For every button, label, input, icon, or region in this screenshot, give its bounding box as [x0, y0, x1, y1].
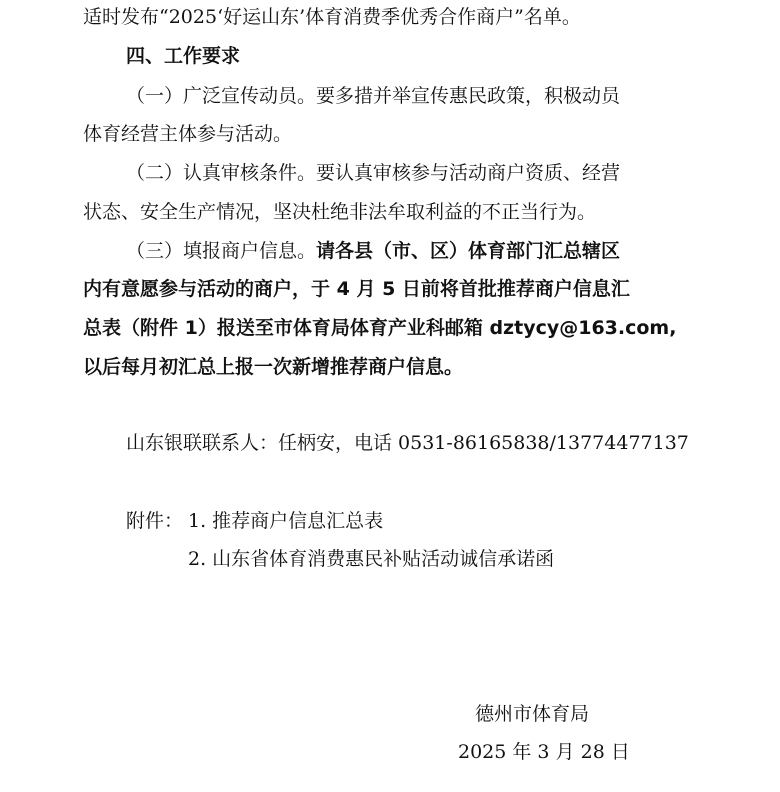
item3-line3: 总表（附件 1）报送至市体育局体育产业科邮箱 dztycy@163.com,: [83, 317, 677, 339]
item3-line4: 以后每月初汇总上报一次新增推荐商户信息。: [83, 356, 464, 378]
paragraph-continuation: 适时发布“2025‘好运山东’体育消费季优秀合作商户”名单。: [83, 6, 581, 28]
item3-lead: （三）填报商户信息。: [126, 240, 317, 262]
item1-line2: 体育经营主体参与活动。: [83, 123, 293, 145]
item1-line1: （一）广泛宣传动员。要多措并举宣传惠民政策，积极动员: [126, 85, 621, 107]
item3-line2: 内有意愿参与活动的商户，于 4 月 5 日前将首批推荐商户信息汇: [83, 278, 630, 300]
attachments-label: 附件：: [126, 510, 184, 532]
signature-date: 2025 年 3 月 28 日: [458, 741, 630, 763]
attachment-item-1: 1. 推荐商户信息汇总表: [188, 510, 384, 532]
item3-bold-text: 请各县（市、区）体育部门汇总辖区: [316, 240, 621, 262]
item3-line1: [126, 239, 620, 263]
item2-line2: 状态、安全生产情况，坚决杜绝非法牟取利益的不正当行为。: [83, 201, 597, 223]
item2-line1: （二）认真审核条件。要认真审核参与活动商户资质、经营: [126, 162, 621, 184]
signature-org: 德州市体育局: [475, 703, 590, 725]
attachment-item-2: 2. 山东省体育消费惠民补贴活动诚信承诺函: [188, 548, 555, 570]
contact-info: 山东银联联系人：任柄安，电话 0531-86165838/13774477137: [126, 432, 689, 454]
section-title: 四、工作要求: [126, 45, 241, 67]
